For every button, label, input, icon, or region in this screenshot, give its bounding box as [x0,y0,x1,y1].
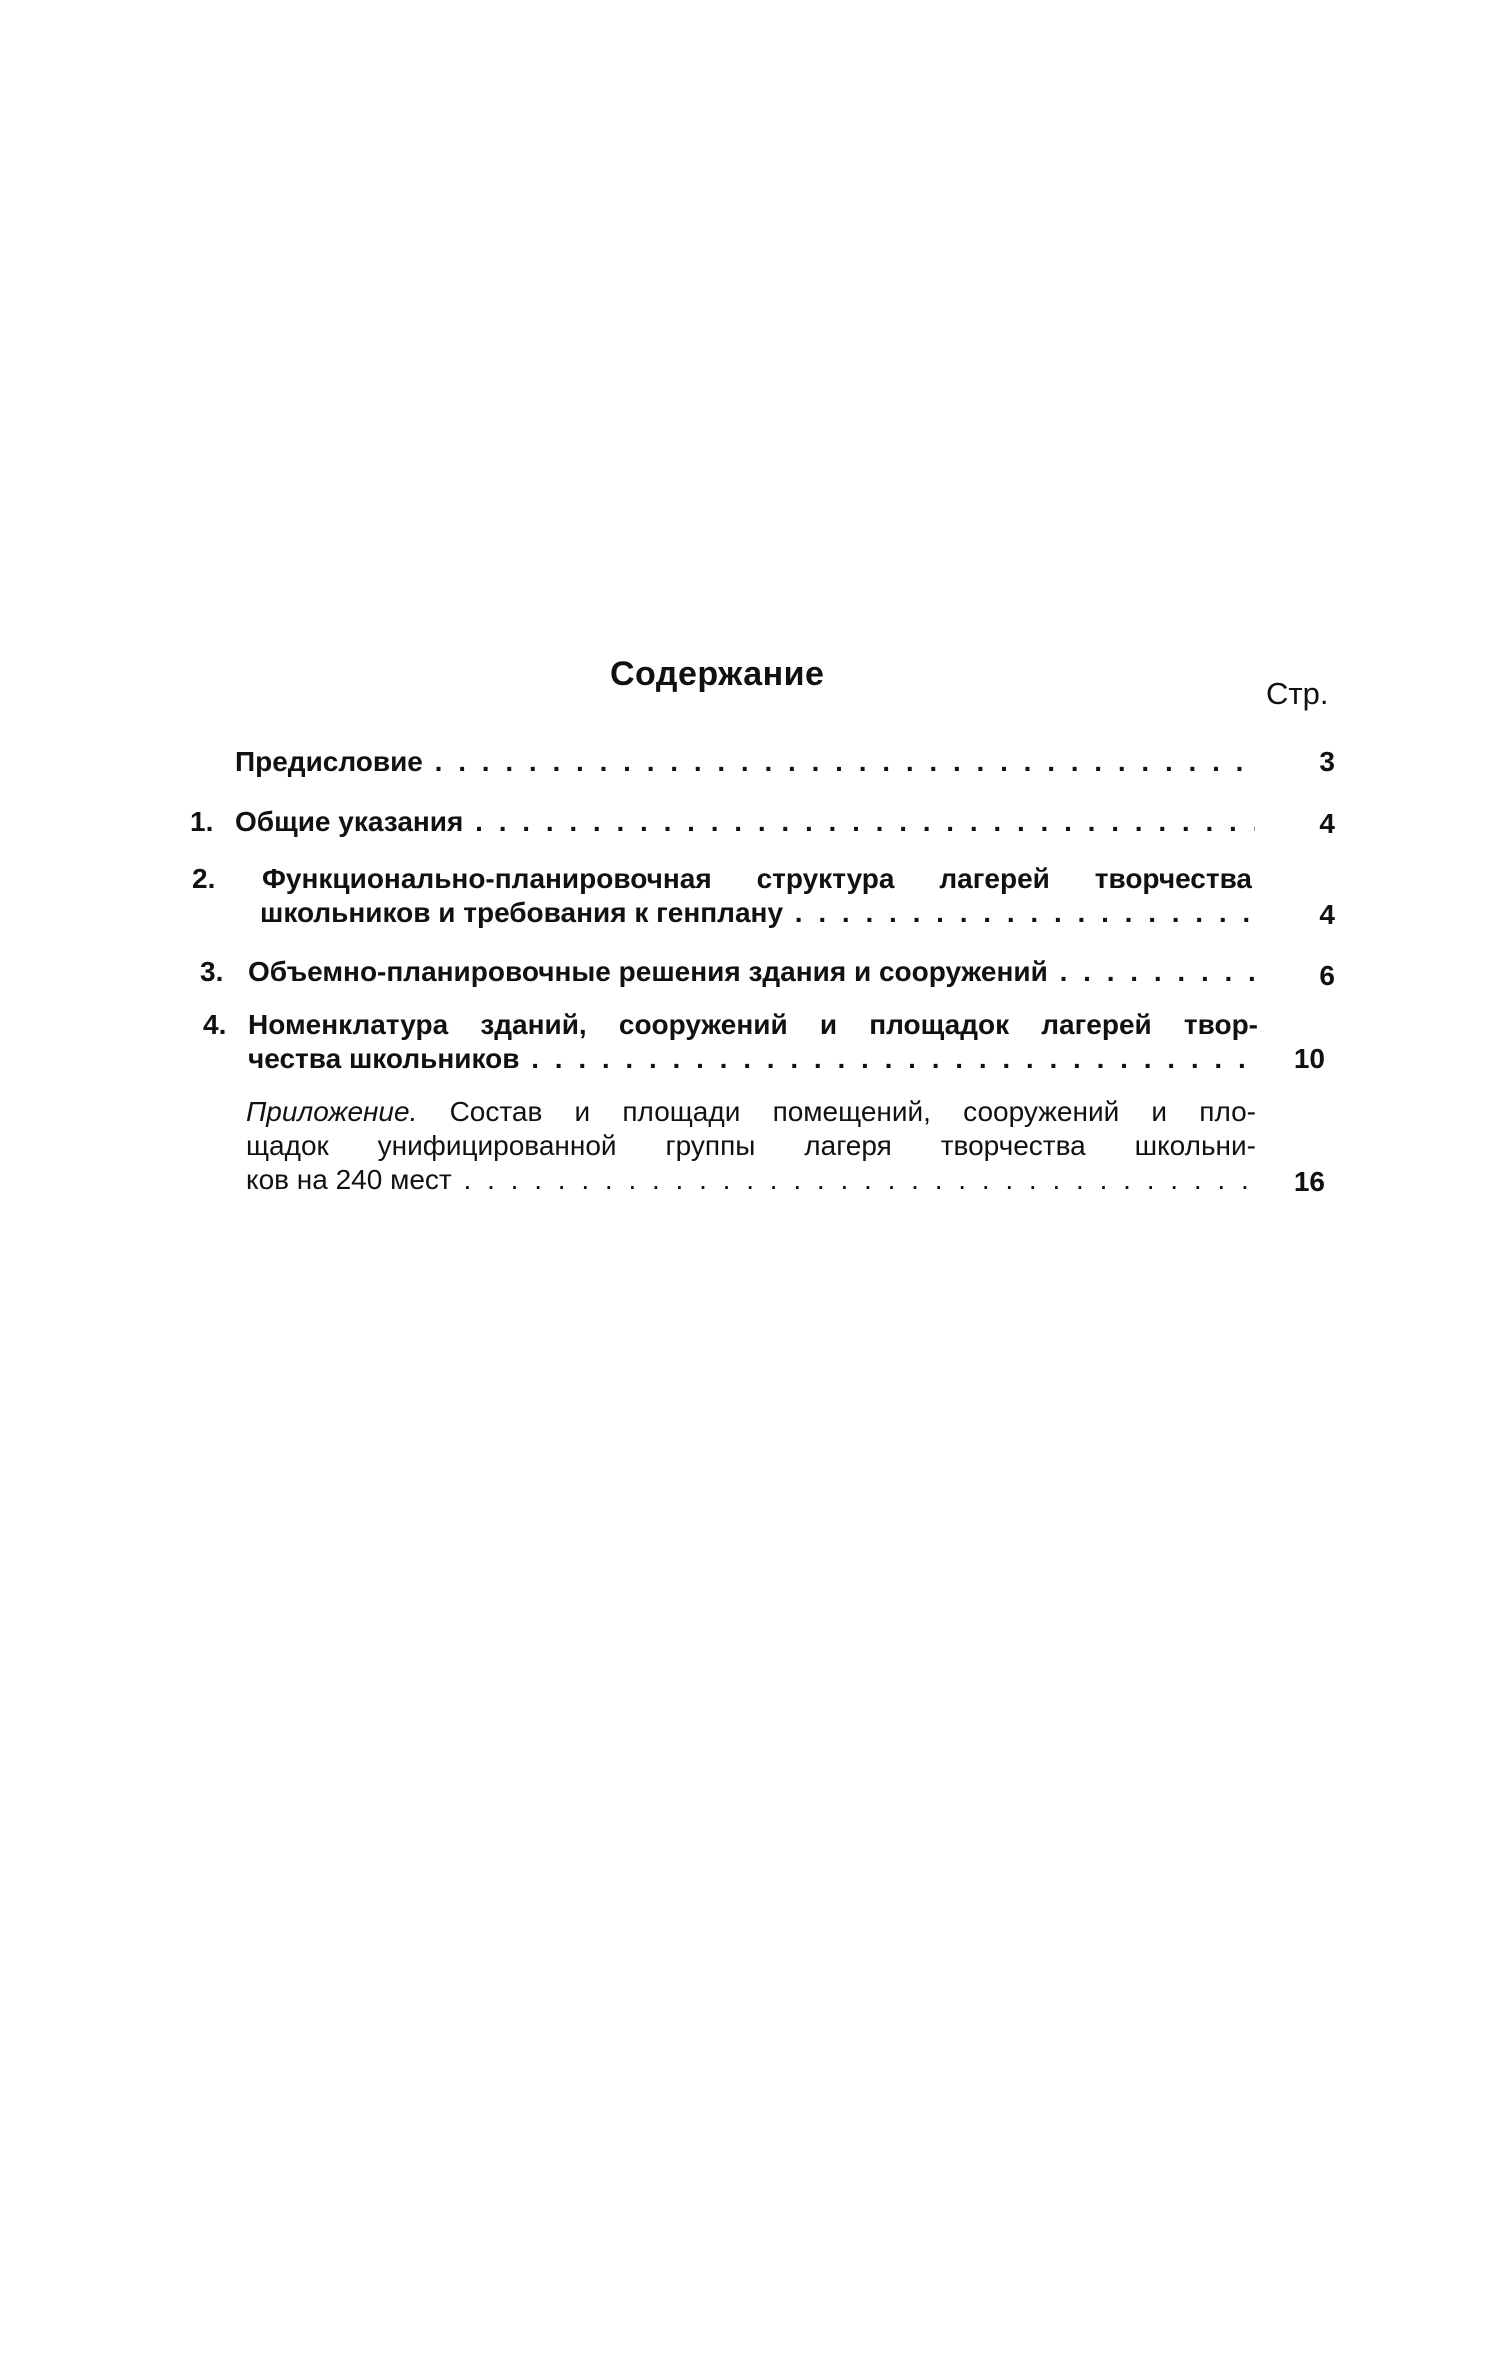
toc-entry-title-line: Функционально-планировочная структура лагерей творчества [262,863,1252,894]
toc-entry-page: 4 [1319,808,1335,839]
toc-entry-title: Объемно-планировочные решения здания и сооружений . . . [248,955,1260,989]
toc-entry-title-line: Номенклатура зданий, сооружений и площадок лагерей твор- [248,1009,1258,1040]
toc-entry-number: 2. [192,863,216,894]
toc-entry-title: Предисловие . . . [235,745,1255,779]
toc-entry-number: 4. [203,1009,227,1040]
toc-entry-structure[interactable] [192,862,1335,930]
toc-entry-nomenclature[interactable] [203,1008,1335,1076]
page-title: Содержание [610,655,825,693]
toc-entry-appendix[interactable] [246,1095,1335,1197]
toc-entry-page: 4 [1319,899,1335,930]
toc-entry-general[interactable] [190,805,1335,839]
toc-entry-page: 6 [1319,960,1335,991]
toc-entry-page: 16 [1293,1166,1325,1197]
toc-entry-page: 10 [1293,1043,1325,1074]
page-column-label: Стр. [1266,676,1329,711]
toc-entry-title-line: школьников и требования к генплану . . . [260,896,1253,930]
toc-entry-preface[interactable] [235,745,1335,779]
toc-entry-title-line: щадок унифицированной группы лагеря творчества школьни- [246,1130,1256,1161]
toc-entry-page: 3 [1319,746,1335,777]
toc-entry-title-line: ков на 240 мест . . . [246,1163,1258,1197]
toc-entry-number: 3. [200,956,224,987]
toc-entry-number: 1. [190,806,214,837]
toc-entry-volume-planning[interactable] [200,955,1335,989]
toc-entry-title-line: чества школьников . . . [248,1042,1260,1076]
toc-entry-title: Общие указания . . . [235,805,1255,839]
appendix-label: Приложение. [246,1096,418,1127]
toc-entry-title-line: Состав и площади помещений, сооружений и пло- [449,1096,1256,1127]
